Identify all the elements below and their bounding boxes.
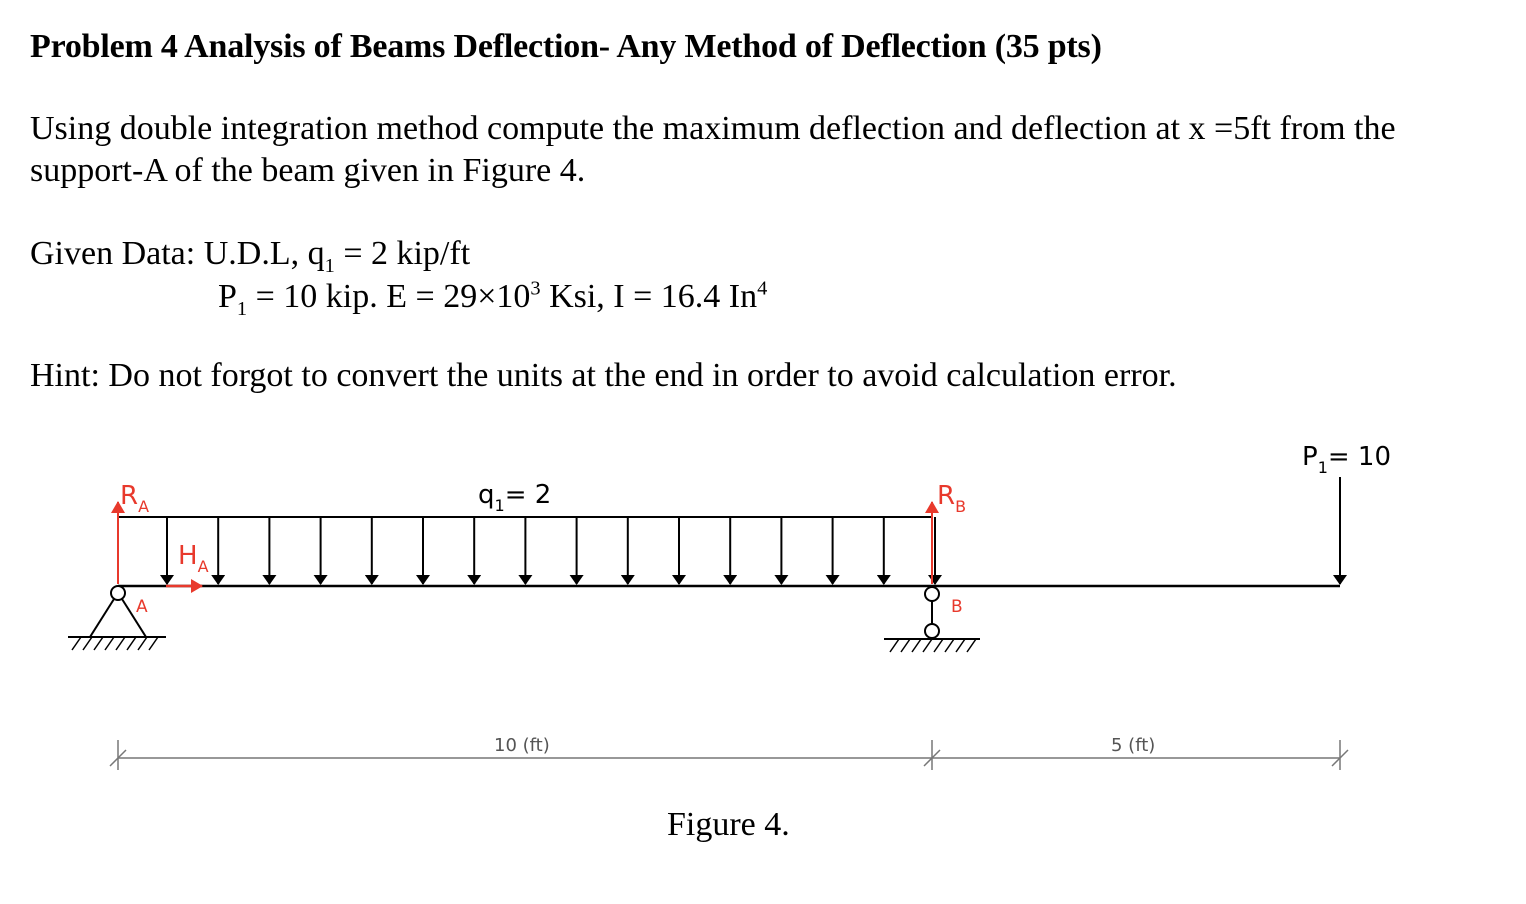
given-e-exponent: 3: [530, 277, 541, 300]
ground-hatch: [83, 637, 92, 650]
ground-hatch: [149, 637, 158, 650]
problem-title: Problem 4 Analysis of Beams Deflection- Any Method of Deflection (35 pts): [30, 28, 1102, 65]
ground-hatch: [912, 639, 921, 652]
given-i-exponent: 4: [757, 277, 768, 300]
figure-caption: Figure 4.: [667, 806, 790, 843]
ground-hatch: [901, 639, 910, 652]
q1-label: $q_1= 2$: [478, 480, 552, 515]
pin-support-a: [68, 586, 166, 650]
dim-left-label: 10 (ft): [494, 735, 550, 756]
ground-hatch: [94, 637, 103, 650]
given-i-value: Ksi, I = 16.4 In: [540, 278, 758, 315]
ground-hatch: [105, 637, 114, 650]
given-label: Given Data: U.D.L, q: [30, 235, 325, 272]
udl-arrows: [167, 517, 935, 584]
ground-hatch: [934, 639, 943, 652]
ground-hatch: [890, 639, 899, 652]
dimension-line: [110, 740, 1348, 770]
support-a-label: A: [136, 597, 148, 617]
given-p-value: = 10 kip. E = 29×10: [247, 278, 531, 315]
ha-label: $H_A$: [178, 541, 209, 576]
given-p-label: P: [218, 278, 237, 315]
given-q-subscript: 1: [324, 254, 335, 277]
ground-hatch: [116, 637, 125, 650]
ground-hatch: [72, 637, 81, 650]
given-p-subscript: 1: [236, 297, 248, 320]
rb-label: $R_B$: [937, 481, 967, 516]
ground-hatch: [127, 637, 136, 650]
problem-statement: Using double integration method compute the maximum deflection and deflection at x =5ft from the support-A of the beam given in Figure 4.: [30, 110, 1396, 189]
ground-hatch: [923, 639, 932, 652]
ground-hatch: [945, 639, 954, 652]
given-q-value: = 2 kip/ft: [334, 235, 471, 272]
support-b-label: B: [951, 597, 963, 617]
p1-label: $P_1= 10$: [1302, 442, 1392, 477]
ground-hatch: [967, 639, 976, 652]
ground-hatch: [138, 637, 147, 650]
hint-text: Hint: Do not forgot to convert the units at the end in order to avoid calculation error.: [30, 357, 1177, 394]
ra-label: $R_A$: [120, 481, 150, 516]
dim-right-label: 5 (ft): [1111, 735, 1156, 756]
ground-hatch: [956, 639, 965, 652]
roller-support-b: [884, 587, 980, 652]
